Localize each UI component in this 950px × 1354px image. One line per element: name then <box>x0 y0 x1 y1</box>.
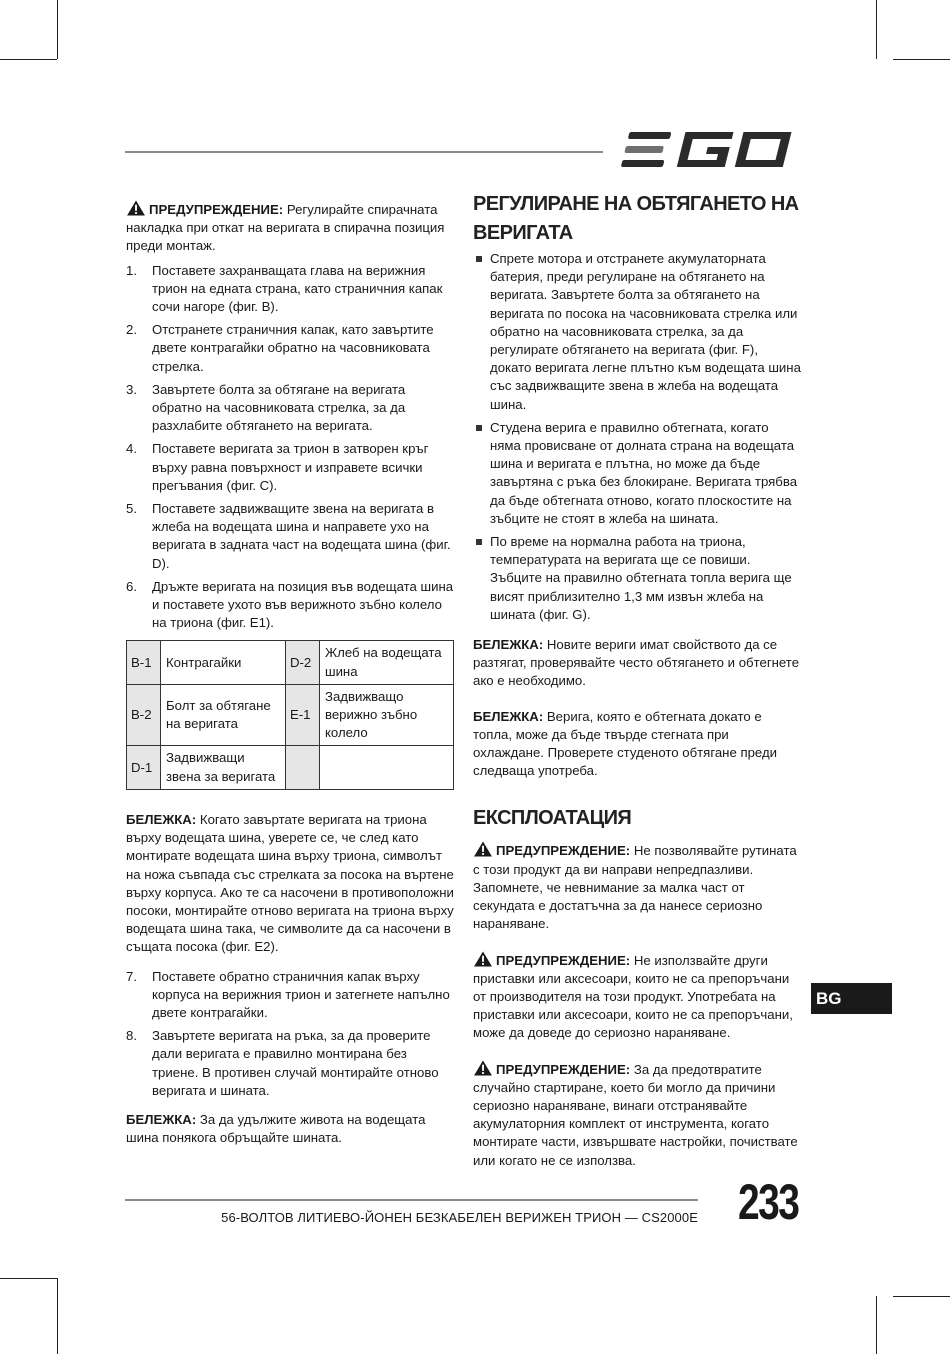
list-item <box>473 250 801 414</box>
crop-mark <box>0 1278 57 1279</box>
language-tab: BG <box>811 983 892 1014</box>
crop-mark <box>0 59 57 60</box>
step-number: 6. <box>126 578 137 594</box>
step-number: 8. <box>126 1028 137 1044</box>
part-name: Задвижващо верижно зъбно колело <box>319 684 453 746</box>
parts-table <box>126 640 454 789</box>
ego-logo <box>616 130 800 170</box>
warning-text: Не използвайте други приставки или аксесоари, които не са препоръчани от производителя на този продукт. Употребата на приставки или аксесоари, които не са препоръчани, може да доведе до сериозно нараняване. <box>473 952 793 1041</box>
step-text: Поставете обратно страничния капак върху корпуса на верижния трион и затегнете напълно двете контрагайки. <box>152 968 450 1020</box>
step-text: Завъртете веригата на ръка, за да проверите дали веригата е правилно монтирана без триене. В противен случай монтирайте отново веригата и шината. <box>152 1028 439 1098</box>
part-code: B-2 <box>127 684 161 746</box>
crop-mark <box>57 1278 58 1354</box>
bullet-text: Студена верига е правилно обтегната, когато няма провисване от долната страна на водещата шина и веригата е плътна, но може да бъде завъртяна с ръка без блокиране. Веригата трябва да бъде обтегната отново, когато плоскостите на зъбците не стоят в жлеба на шината. <box>490 419 798 526</box>
part-code: B-1 <box>127 641 161 684</box>
bullet-list <box>473 250 801 624</box>
step-text: Поставете веригата за трион в затворен кръг върху равна повърхност и изправете всички прегъвания (фиг. C). <box>152 441 429 493</box>
bullet-text: По време на нормална работа на триона, температурата на веригата ще се повиши. Зъбците на правилно обтегната топла верига ще висят приблизително 1,3 мм извън жлеба на шината (фиг. G). <box>490 534 792 622</box>
warning-triangle-icon <box>473 1060 493 1076</box>
list-item <box>473 533 801 624</box>
step-text: Завъртете болта за обтягане на веригата обратно на часовниковата стрелка, за да разхлабите обтягането на веригата. <box>152 381 406 434</box>
section-heading: ЕКСПЛОАТАЦИЯ <box>473 807 632 830</box>
note-paragraph <box>473 708 801 781</box>
warning-paragraph <box>473 951 801 1043</box>
warning-label: ПРЕДУПРЕЖДЕНИЕ: <box>496 843 631 859</box>
warning-paragraph <box>473 841 801 933</box>
note-label: БЕЛЕЖКА: <box>126 1111 197 1127</box>
step-text: Поставете задвижващите звена на веригата в жлеба на водещата шина и направете ухо на веригата в задната част на водещата шина (фиг. D). <box>152 501 451 571</box>
note-label: БЕЛЕЖКА: <box>473 637 544 653</box>
page-number: 233 <box>738 1174 799 1230</box>
square-bullet-icon <box>476 539 482 545</box>
crop-mark <box>893 59 950 60</box>
step-number: 3. <box>126 381 137 397</box>
step-number: 1. <box>126 262 137 278</box>
part-code-empty <box>285 746 319 789</box>
bullet-text: Спрете мотора и отстранете акумулаторната батерия, преди регулиране на обтягането на веригата. Завъртете болта за обтягането на веригата по посока на часовниковата стрелка или обратно на часовниковата стрелка, за да регулирате обтягането на веригата (фиг. F), докато веригата легне плътно към водещата шина със задвижващите звена в жлеба на водещата шина. <box>490 251 801 412</box>
list-item <box>126 1027 454 1100</box>
right-column <box>473 190 801 1170</box>
step-number: 4. <box>126 441 137 457</box>
part-code: D-1 <box>127 746 161 789</box>
table-row <box>127 684 454 746</box>
step-text: Отстранете страничния капак, като завъртите двете контрагайки обратно на часовниковата стрелка. <box>152 322 434 374</box>
part-name: Контрагайки <box>161 641 286 684</box>
header-rule <box>125 151 603 153</box>
note-paragraph <box>126 811 454 957</box>
note-text: Когато завъртате веригата на триона върху водещата шина, уверете се, че след като монтирате водещата шина върху триона, символът на ножа съвпада със стрелката за посока на въртене върху корпуса. Ако те са насочени в противоположни посоки, монтирайте отново веригата на триона върху водещата шина така, че символите да са насочени в същата посока (фиг. E2). <box>126 811 454 955</box>
part-code: E-1 <box>285 684 319 746</box>
warning-text: За да предотвратите случайно стартиране, което би могло да причини сериозно нараняване, винаги отстранявайте акумулаторния комплект от инструмента, когато монтирате части, извършвате настройки, почиствате или когато не се използва. <box>473 1061 798 1168</box>
step-text: Дръжте веригата на позиция във водещата шина и поставете ухото във верижното зъбно колело на триона (фиг. E1). <box>152 578 454 631</box>
warning-text: Не позволявайте рутината с този продукт да ви направи непредпазливи. Запомнете, че невнимание за малка част от секундата е достатъчна за да нанесе сериозно нараняване. <box>473 843 797 932</box>
crop-mark <box>876 0 877 59</box>
part-name-empty <box>319 746 453 789</box>
table-row <box>127 641 454 684</box>
section-heading: РЕГУЛИРАНЕ НА ОБТЯГАНЕТО НА ВЕРИГАТА <box>473 193 799 244</box>
part-name: Жлеб на водещата шина <box>319 641 453 684</box>
note-label: БЕЛЕЖКА: <box>126 811 197 827</box>
note-paragraph <box>126 1111 454 1147</box>
part-code: D-2 <box>285 641 319 684</box>
part-name: Болт за обтягане на веригата <box>161 684 286 746</box>
warning-paragraph <box>473 1060 801 1170</box>
table-row <box>127 746 454 789</box>
warning-label: ПРЕДУПРЕЖДЕНИЕ: <box>496 1061 631 1077</box>
note-paragraph <box>473 636 801 691</box>
crop-mark <box>57 0 58 59</box>
list-item <box>126 500 454 573</box>
warning-label: ПРЕДУПРЕЖДЕНИЕ: <box>496 952 631 968</box>
steps-list-continued <box>126 968 454 1100</box>
step-text: Поставете захранващата глава на верижния трион на едната страна, като страничния капак сочи нагоре (фиг. B). <box>152 262 443 315</box>
list-item <box>473 419 801 528</box>
step-number: 5. <box>126 501 137 517</box>
list-item <box>126 578 454 633</box>
list-item <box>126 321 454 376</box>
footer-rule <box>125 1199 698 1201</box>
note-text: Новите вериги имат свойството да се разтягат, проверявайте често обтягането и обтегнете ако е необходимо. <box>473 637 800 689</box>
step-number: 2. <box>126 322 137 338</box>
warning-triangle-icon <box>473 951 493 967</box>
footer-title: 56-ВОЛТОВ ЛИТИЕВО-ЙОНЕН БЕЗКАБЕЛЕН ВЕРИЖЕН ТРИОН — CS2000E <box>221 1210 698 1225</box>
note-text: За да удължите живота на водещата шина понякога обръщайте шината. <box>126 1111 426 1146</box>
warning-paragraph <box>126 200 454 256</box>
left-column <box>126 200 454 1147</box>
crop-mark <box>893 1296 950 1297</box>
steps-list <box>126 262 454 633</box>
step-number: 7. <box>126 968 137 984</box>
warning-text: Регулирайте спирачната накладка при откат на веригата в спирачна позиция преди монтаж. <box>126 202 445 254</box>
note-text: Верига, която е обтегната докато е топла, може да бъде твърде стегната при охлаждане. Проверете студеното обтягане преди следваща употреба. <box>473 708 778 779</box>
square-bullet-icon <box>476 256 482 262</box>
list-item <box>126 440 454 495</box>
list-item <box>126 262 454 317</box>
warning-triangle-icon <box>473 841 493 857</box>
crop-mark <box>876 1296 877 1354</box>
part-name: Задвижващи звена за веригата <box>161 746 286 789</box>
note-label: БЕЛЕЖКА: <box>473 708 544 724</box>
warning-triangle-icon <box>126 200 146 216</box>
warning-label: ПРЕДУПРЕЖДЕНИЕ: <box>149 202 284 217</box>
list-item <box>126 968 454 1023</box>
list-item <box>126 381 454 436</box>
square-bullet-icon <box>476 425 482 431</box>
